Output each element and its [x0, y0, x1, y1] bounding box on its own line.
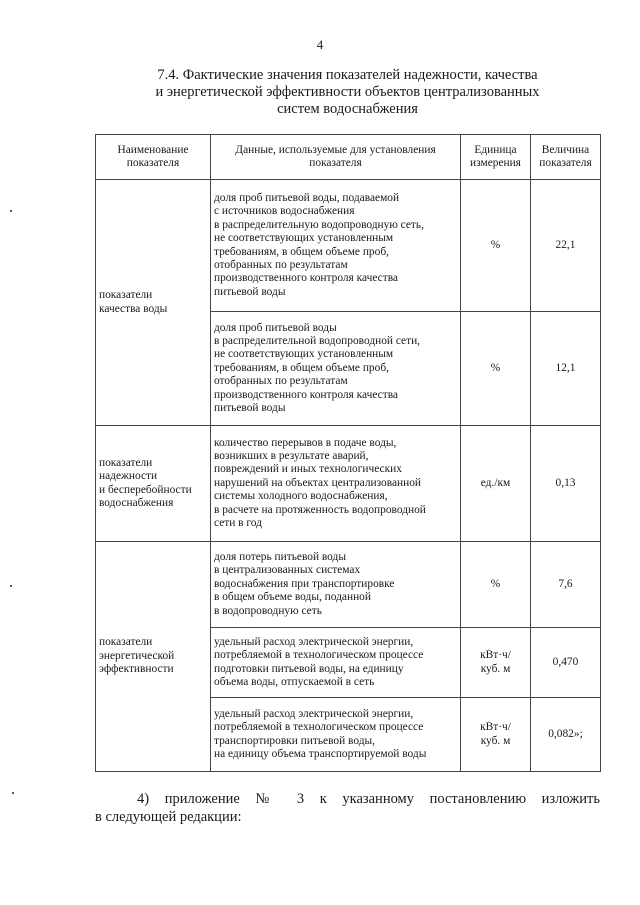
unit-cell: % — [461, 180, 531, 312]
table-row — [96, 180, 601, 312]
value-cell: 7,6 — [531, 542, 601, 628]
heading-line: систем водоснабжения — [277, 101, 418, 117]
section-heading — [95, 67, 600, 118]
description-cell: доля проб питьевой воды в распределительной водопроводной сети, не соответствующих установленным требованиям, в общем объеме проб, отобранных по результатам производственного контроля качества питьевой воды — [211, 312, 461, 426]
group-name-cell: показатели энергетической эффективности — [96, 542, 211, 772]
unit-cell: % — [461, 542, 531, 628]
header-unit: Единица измерения — [461, 135, 531, 180]
unit-cell: кВт·ч/ куб. м — [461, 628, 531, 698]
description-cell: удельный расход электрической энергии, потребляемой в технологическом процессе транспортировки питьевой воды, на единицу объема транспортируемой воды — [211, 698, 461, 772]
unit-cell: кВт·ч/ куб. м — [461, 698, 531, 772]
page-number: 4 — [316, 37, 324, 52]
table-row — [96, 542, 601, 628]
indicators-table — [95, 134, 601, 772]
scan-speck — [10, 210, 12, 212]
value-cell: 0,470 — [531, 628, 601, 698]
description-cell: доля потерь питьевой воды в централизованных системах водоснабжения при транспортировке в общем объеме воды, поданной в водопроводную сеть — [211, 542, 461, 628]
scan-speck — [12, 792, 14, 794]
value-cell: 22,1 — [531, 180, 601, 312]
unit-cell: % — [461, 312, 531, 426]
value-cell: 0,082»; — [531, 698, 601, 772]
group-name-cell: показатели надежности и бесперебойности водоснабжения — [96, 426, 211, 542]
table-header-row — [96, 135, 601, 180]
paragraph-line: 4) приложение № 3 к указанному постановлению изложить — [137, 791, 600, 807]
header-name: Наименование показателя — [96, 135, 211, 180]
scan-speck — [10, 585, 12, 587]
heading-line: и энергетической эффективности объектов централизованных — [155, 84, 540, 100]
description-cell: доля проб питьевой воды, подаваемой с источников водоснабжения в распределительную водопроводную сеть, не соответствующих установленным требованиям, в общем объеме проб, отобранных по результатам производственного контроля качества питьевой воды — [211, 180, 461, 312]
description-cell: удельный расход электрической энергии, потребляемой в технологическом процессе подготовки питьевой воды, на единицу объема воды, отпускаемой в сеть — [211, 628, 461, 698]
heading-line: 7.4. Фактические значения показателей надежности, качества — [157, 67, 538, 83]
description-cell: количество перерывов в подаче воды, возникших в результате аварий, повреждений и иных технологических нарушений на объектах централизованной системы холодного водоснабжения, в расчете на протяженность водопроводной сети в год — [211, 426, 461, 542]
value-cell: 0,13 — [531, 426, 601, 542]
unit-cell: ед./км — [461, 426, 531, 542]
header-data: Данные, используемые для установления показателя — [211, 135, 461, 180]
amendment-paragraph — [95, 790, 600, 826]
table-row — [96, 426, 601, 542]
value-cell: 12,1 — [531, 312, 601, 426]
paragraph-line: в следующей редакции: — [95, 809, 242, 825]
group-name-cell: показатели качества воды — [96, 180, 211, 426]
header-value: Величина показателя — [531, 135, 601, 180]
